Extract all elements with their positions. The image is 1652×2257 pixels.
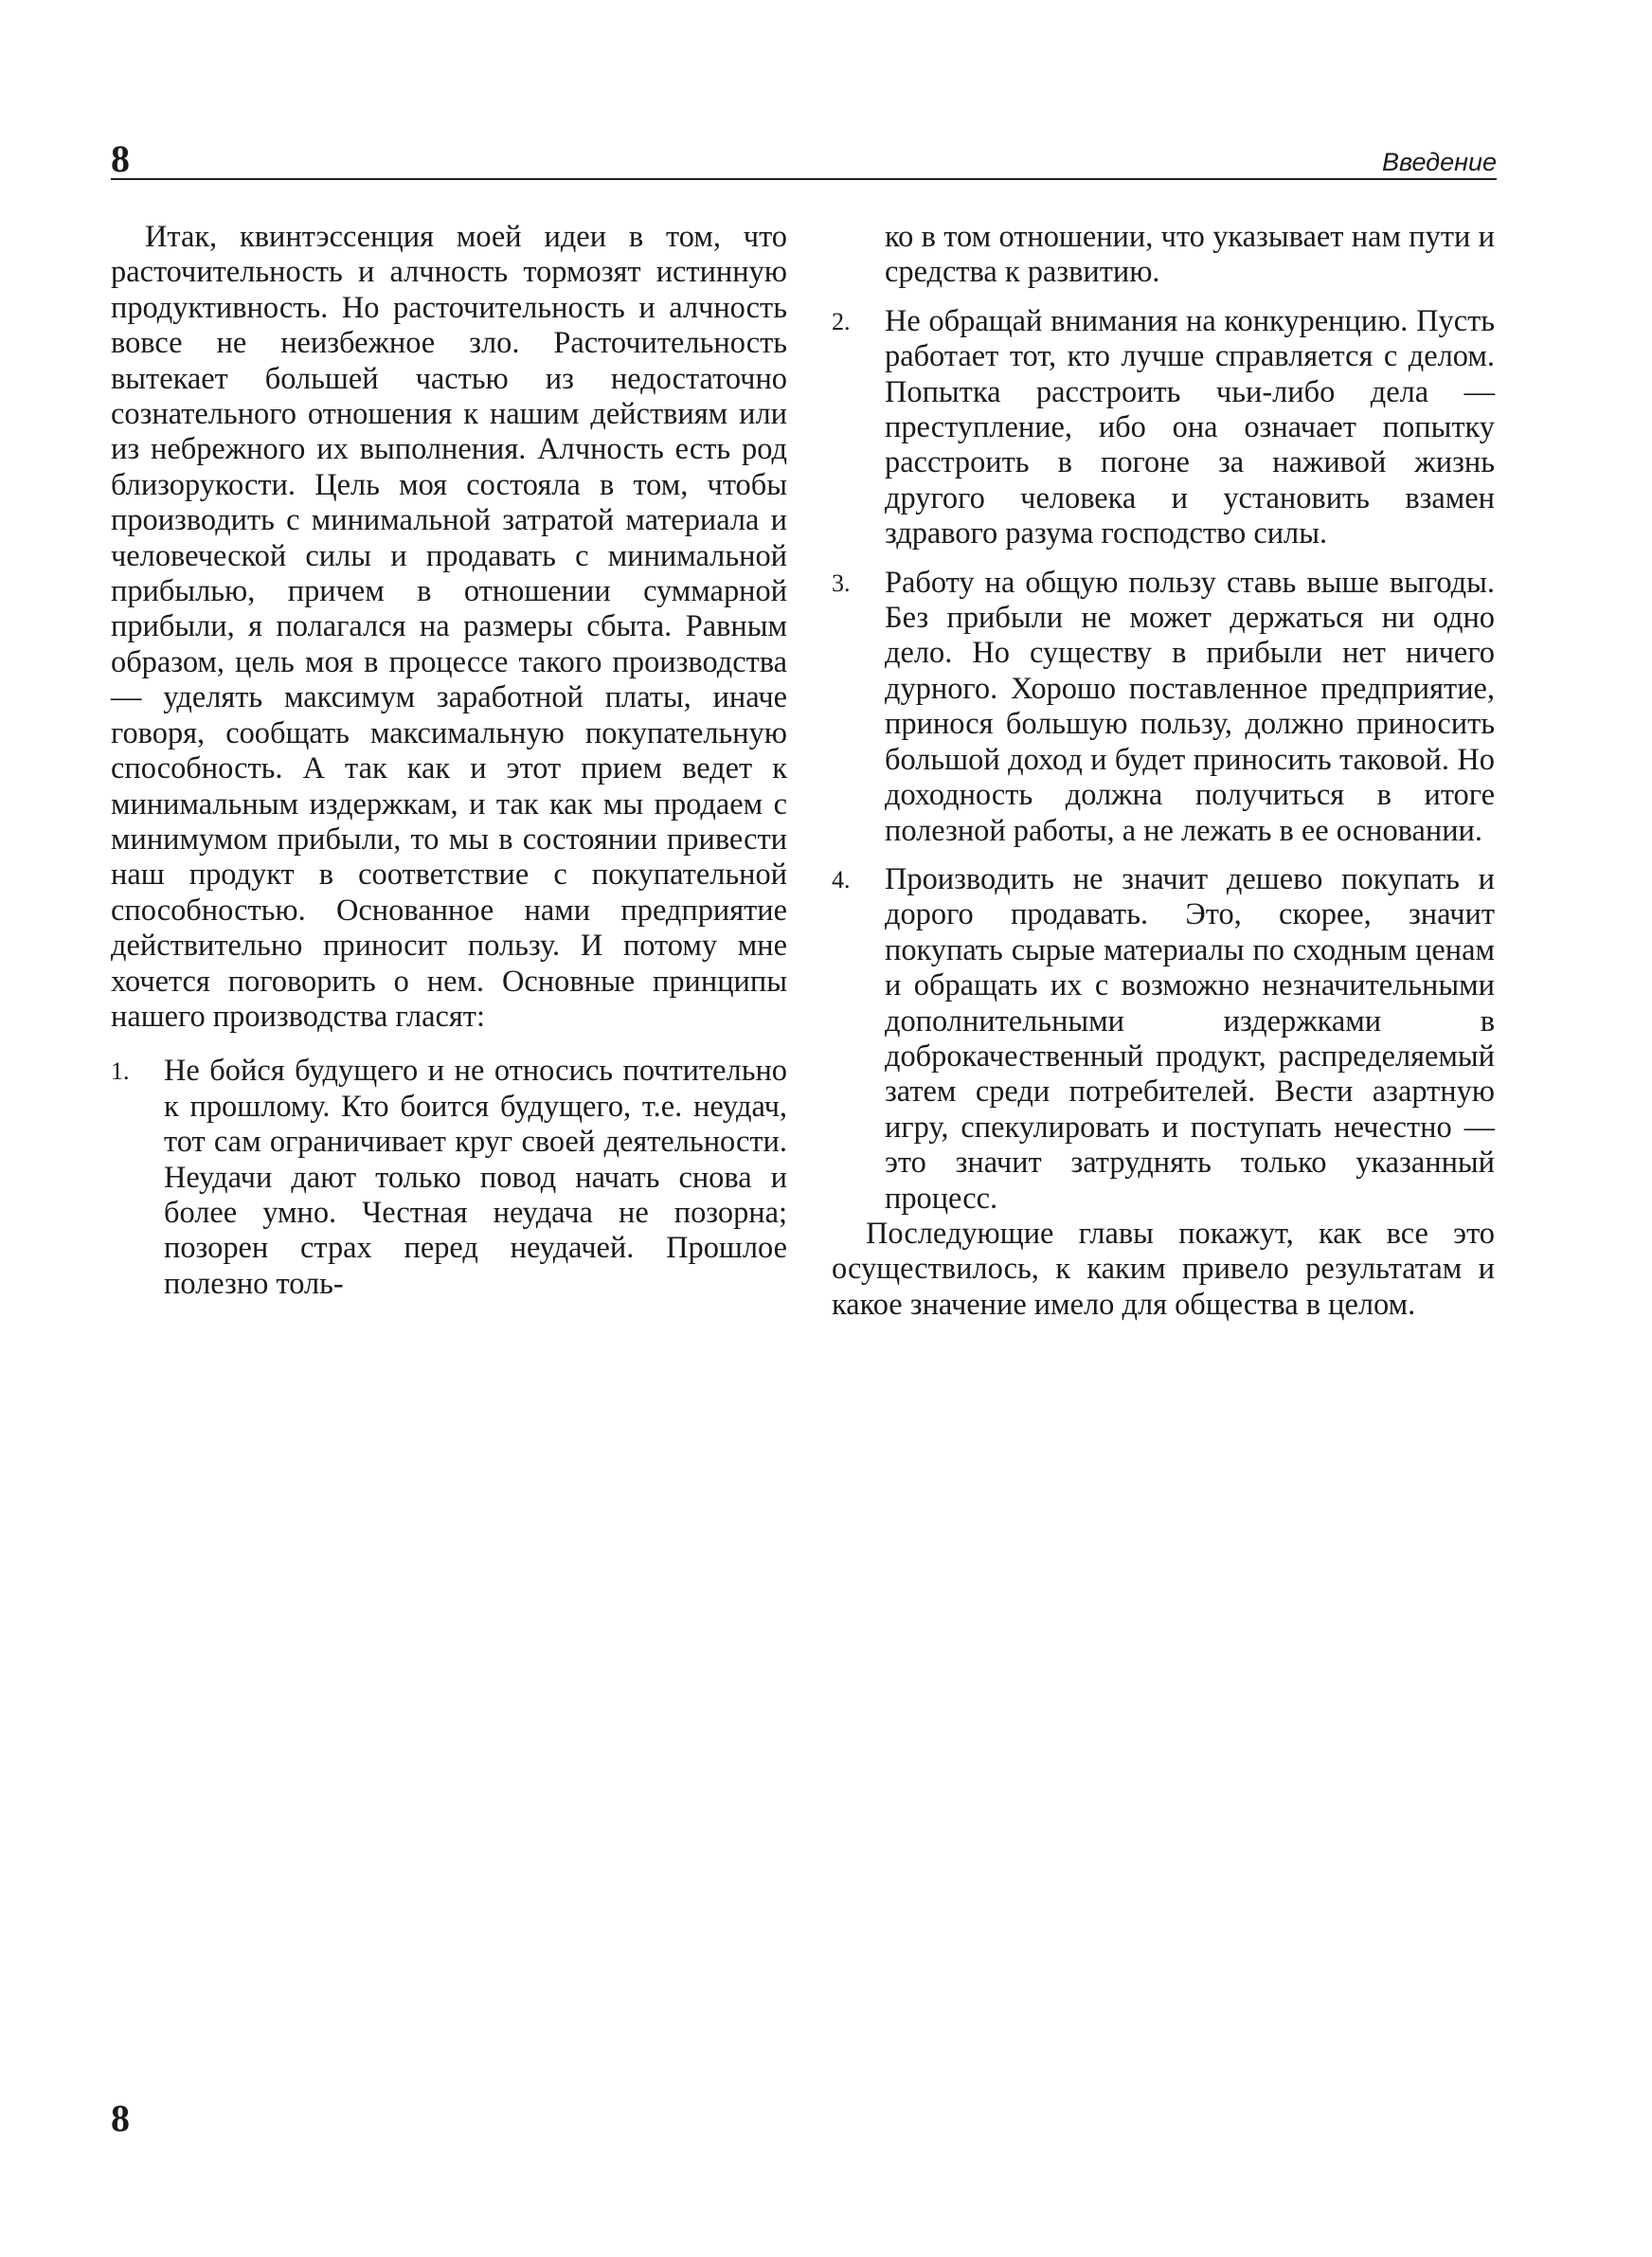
running-header (111, 133, 1497, 180)
list-item-1-continuation-text: ко в том отношении, что указывает нам пути и средства к развитию. (885, 220, 1495, 290)
list-item-4 (832, 862, 1495, 1217)
list-item-3 (832, 566, 1495, 849)
intro-paragraph: Итак, квинтэссенция моей идеи в том, что расточительность и алчность тормозят истинную продуктивность. Но расточительность и алчность вовсе не неизбежное зло. Расточительность вытекает большей частью из недостаточно сознательного отношения к нашим действиям или из небрежного их выполнения. Алчность есть род близорукости. Цель моя состояла в том, чтобы производить с минимальной затратой материала и человеческой силы и продавать с минимальной прибылью, причем в отношении суммарной прибыли, я полагался на размеры сбыта. Равным образом, цель моя в процессе такого производства — уделять максимум заработной платы, иначе говоря, сообщать максимальную покупательную способность. А так как и этот прием ведет к минимальным издержкам, и так как мы продаем с минимумом прибыли, то мы в состоянии привести наш продукт в соответствие с покупательной способностью. Основанное нами предприятие действительно приносит пользу. И потому мне хочется поговорить о нем. Основные принципы нашего производства гласят: (111, 220, 787, 1034)
footer-page-number: 8 (111, 2097, 130, 2140)
list-item-1 (111, 1054, 787, 1302)
header-page-number: 8 (111, 137, 130, 180)
header-section-title: Введение (1381, 148, 1497, 176)
list-item-4-text: Производить не значит дешево покупать и дорого продавать. Это, скорее, значит покупать сырые материалы по сходным ценам и обращать их с возможно незначительными дополнительными издержками в доброкачественный продукт, распределяемый затем среди потребителей. Вести азартную игру, спекулировать и поступать нечестно — это значит затруднять только указанный процесс. (885, 861, 1495, 1216)
closing-paragraph: Последующие главы покажут, как все это осуществилось, к каким привело результатам и какое значение имело для общества в целом. (832, 1216, 1495, 1322)
list-item-2-text: Не обращай внимания на конкуренцию. Пусть работает тот, кто лучше справляется с делом. Попытка расстроить чьи-либо дела — преступление, ибо она означает попытку расстроить в погоне за наживой жизнь другого человека и установить взамен здравого разума господство силы. (885, 303, 1495, 551)
list-item-3-number: 3. (832, 569, 851, 597)
left-column (111, 220, 787, 1302)
list-item-1-continued (832, 220, 1495, 291)
list-item-4-number: 4. (832, 865, 851, 894)
list-item-3-text: Работу на общую пользу ставь выше выгоды. Без прибыли не может держаться ни одно дело. Но существу в прибыли нет ничего дурного. Хорошо поставленное предприятие, принося большую пользу, должно приносить большой доход и будет приносить таковой. Но доходность должна получиться в итоге полезной работы, а не лежать в ее основании. (885, 565, 1495, 848)
list-item-2 (832, 304, 1495, 552)
list-item-2-number: 2. (832, 307, 851, 335)
right-column (832, 220, 1495, 1323)
list-item-1-number: 1. (111, 1057, 130, 1086)
list-item-1-text: Не бойся будущего и не относись почтительно к прошлому. Кто боится будущего, т.е. неудач, тот сам ограничивает круг своей деятельности. Неудачи дают только повод начать снова и более умно. Честная неудача не позорна; позорен страх перед неудачей. Прошлое полезно толь- (164, 1054, 787, 1301)
